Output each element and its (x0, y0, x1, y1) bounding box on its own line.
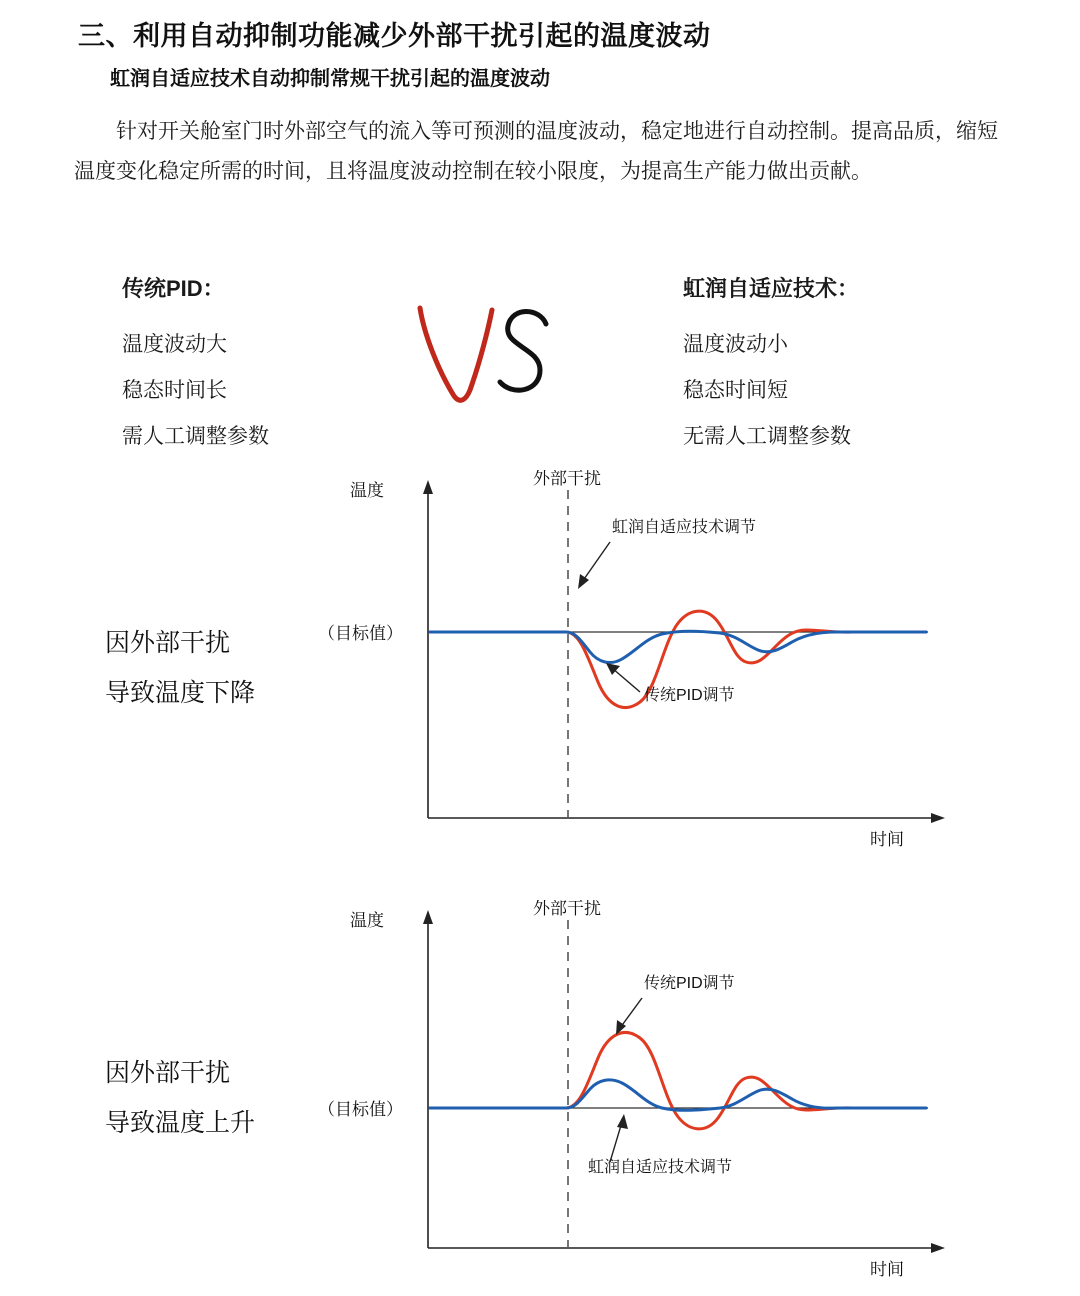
chart-2-annotation-pid: 传统PID调节 (644, 975, 735, 992)
comparison-left-title: 传统PID： (122, 276, 225, 301)
chart-1-svg (280, 470, 960, 850)
comparison-right-title: 虹润自适应技术： (683, 276, 860, 301)
chart-2-xlabel: 时间 (870, 1260, 904, 1279)
page-subtitle: 虹润自适应技术自动抑制常规干扰引起的温度波动 (110, 68, 550, 90)
chart-1-annotation-pid: 传统PID调节 (644, 687, 735, 704)
chart-block-temperature-rise (0, 900, 1080, 1290)
intro-paragraph: 针对开关舱室门时外部空气的流入等可预测的温度波动，稳定地进行自动控制。提高品质，缩短温度变化稳定所需的时间，且将温度波动控制在较小限度，为提高生产能力做出贡献。 (74, 120, 998, 183)
comparison-left-list (122, 322, 269, 460)
chart-1-event-label: 外部干扰 (533, 470, 601, 488)
page-title: 三、利用自动抑制功能减少外部干扰引起的温度波动 (78, 21, 711, 51)
list-item: 无需人工调整参数 (683, 425, 851, 448)
list-item: 温度波动小 (683, 333, 788, 356)
chart-2-svg (280, 900, 960, 1280)
chart-caption-2: 因外部干扰 导致温度上升 (105, 1059, 256, 1137)
chart-2-ylabel: 温度 (350, 911, 384, 930)
list-item: 稳态时间长 (122, 379, 227, 402)
list-item: 稳态时间短 (683, 379, 788, 402)
comparison-right-list (683, 322, 851, 460)
chart-caption-1: 因外部干扰 导致温度下降 (105, 629, 256, 707)
chart-block-temperature-drop (0, 470, 1080, 860)
chart-1-xlabel: 时间 (870, 830, 904, 849)
chart-1-ylabel: 温度 (350, 481, 384, 500)
list-item: 需人工调整参数 (122, 425, 269, 448)
chart-2-annotation-adaptive: 虹润自适应技术调节 (588, 1159, 733, 1176)
chart-1-baseline-label: （目标值） (318, 624, 403, 643)
chart-2-baseline-label: （目标值） (318, 1100, 403, 1119)
vs-mark-icon (408, 300, 568, 420)
chart-1-annotation-adaptive: 虹润自适应技术调节 (612, 519, 757, 536)
chart-2-event-label: 外部干扰 (533, 900, 601, 918)
list-item: 温度波动大 (122, 333, 227, 356)
